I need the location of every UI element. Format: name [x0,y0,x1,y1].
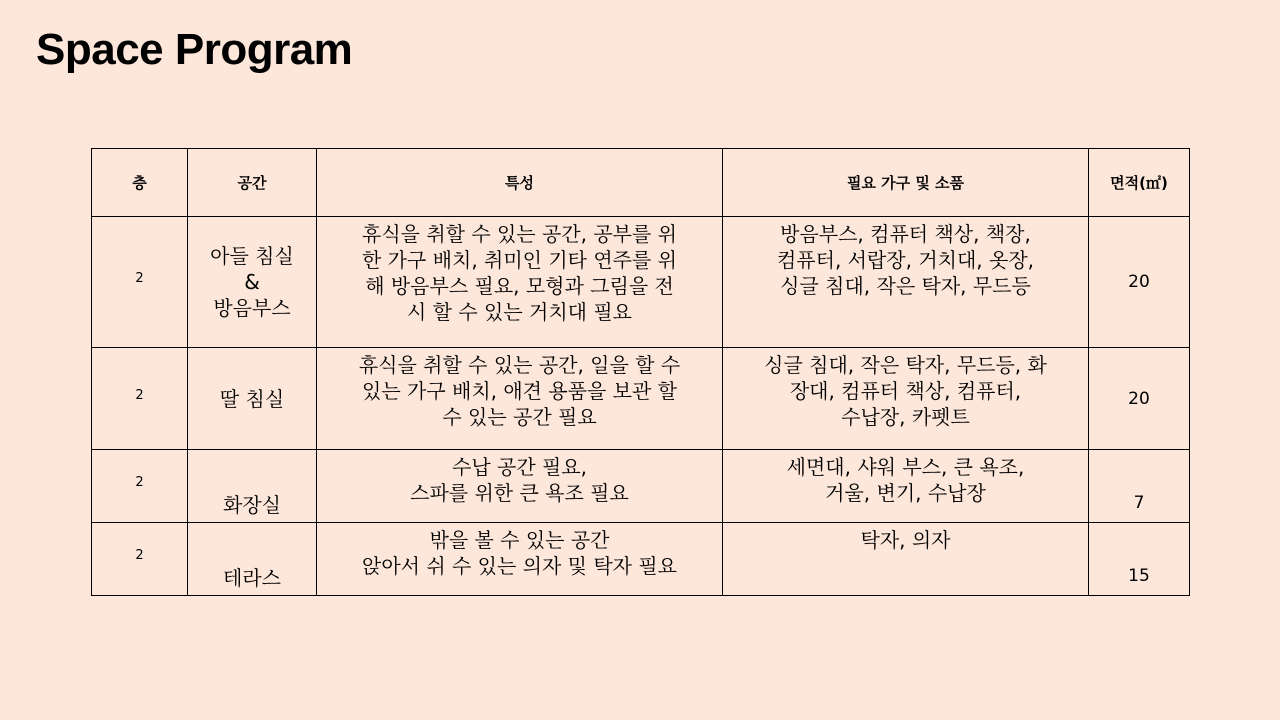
furniture-cell: 방음부스, 컴퓨터 책상, 책장, 컴퓨터, 서랍장, 거치대, 옷장, 싱글 침대, 작은 탁자, 무드등 [723,217,1089,348]
features-cell: 수납 공간 필요, 스파를 위한 큰 욕조 필요 [317,450,723,523]
area-cell: 20 [1089,217,1190,348]
space-name: 테라스 [223,566,281,590]
space-name: 아들 침실 & 방음부스 [210,244,294,320]
floor-cell: 2 [92,450,188,523]
area-cell: 20 [1089,348,1190,450]
furniture-cell: 탁자, 의자 [723,523,1089,596]
floor-cell: 2 [92,217,188,348]
space-cell [188,450,317,523]
table-row [92,217,1190,348]
space-name: 화장실 [223,493,281,517]
table-row [92,348,1190,450]
area-cell: 7 [1089,450,1190,523]
space-cell [188,217,317,348]
space-cell [188,523,317,596]
slide-title: Space Program [36,25,353,74]
furniture-cell: 세면대, 샤워 부스, 큰 욕조, 거울, 변기, 수납장 [723,450,1089,523]
features-cell: 휴식을 취할 수 있는 공간, 일을 할 수 있는 가구 배치, 애견 용품을 보관 할 수 있는 공간 필요 [317,348,723,450]
table-row [92,450,1190,523]
floor-cell: 2 [92,348,188,450]
header-furniture: 필요 가구 및 소품 [723,149,1089,217]
area-cell: 15 [1089,523,1190,596]
space-cell [188,348,317,450]
features-cell: 휴식을 취할 수 있는 공간, 공부를 위 한 가구 배치, 취미인 기타 연주를 위 해 방음부스 필요, 모형과 그림을 전 시 할 수 있는 거치대 필요 [317,217,723,348]
header-space: 공간 [188,149,317,217]
space-program-table [91,148,1190,596]
features-cell: 밖을 볼 수 있는 공간 앉아서 쉬 수 있는 의자 및 탁자 필요 [317,523,723,596]
space-name: 딸 침실 [219,386,285,411]
table-header-row [92,149,1190,217]
header-area: 면적(㎡) [1089,149,1190,217]
header-floor: 층 [92,149,188,217]
floor-cell: 2 [92,523,188,596]
header-features: 특성 [317,149,723,217]
table-row [92,523,1190,596]
furniture-cell: 싱글 침대, 작은 탁자, 무드등, 화 장대, 컴퓨터 책상, 컴퓨터, 수납장, 카펫트 [723,348,1089,450]
